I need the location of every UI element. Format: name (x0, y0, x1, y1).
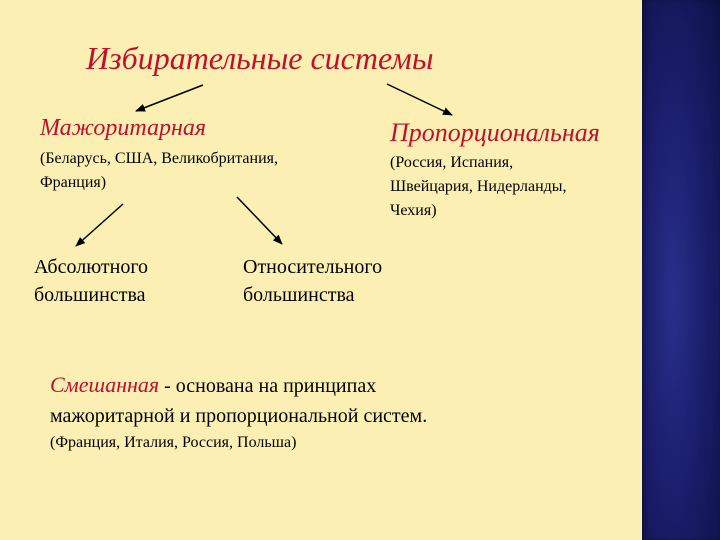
absolute-majority-line2: большинства (34, 284, 146, 306)
relative-majority-line2: большинства (243, 284, 355, 306)
arrow-majoritarian-to-absolute (76, 204, 123, 246)
majoritarian-countries (40, 147, 278, 195)
arrow-title-to-majoritarian (136, 85, 203, 111)
majoritarian-label: Мажоритарная (40, 115, 207, 141)
proportional-countries-line1: (Россия, Испания, (390, 154, 514, 171)
mixed-description-part1: - основана на принципах (164, 375, 377, 397)
majoritarian-countries-line1: (Беларусь, США, Великобритания, (40, 150, 279, 167)
relative-majority-node (243, 253, 382, 309)
majoritarian-countries-line2: Франция) (40, 174, 107, 191)
proportional-countries-line3: Чехия) (390, 202, 437, 219)
relative-majority-line1: Относительного (243, 256, 383, 278)
proportional-countries (390, 151, 567, 223)
absolute-majority-line1: Абсолютного (34, 256, 149, 278)
mixed-description-part2: мажоритарной и пропорциональной систем. (50, 405, 428, 427)
arrow-majoritarian-to-relative (237, 197, 282, 244)
mixed-label: Смешанная (50, 372, 160, 397)
absolute-majority-node (34, 253, 148, 309)
proportional-countries-line2: Швейцария, Нидерланды, (390, 178, 567, 195)
diagram-title: Избирательные системы (86, 40, 434, 76)
proportional-label: Пропорциональная (390, 118, 600, 147)
mixed-countries: (Франция, Италия, Россия, Польша) (50, 434, 297, 451)
arrow-title-to-proportional (387, 84, 452, 115)
mixed-system-line1 (50, 372, 376, 398)
